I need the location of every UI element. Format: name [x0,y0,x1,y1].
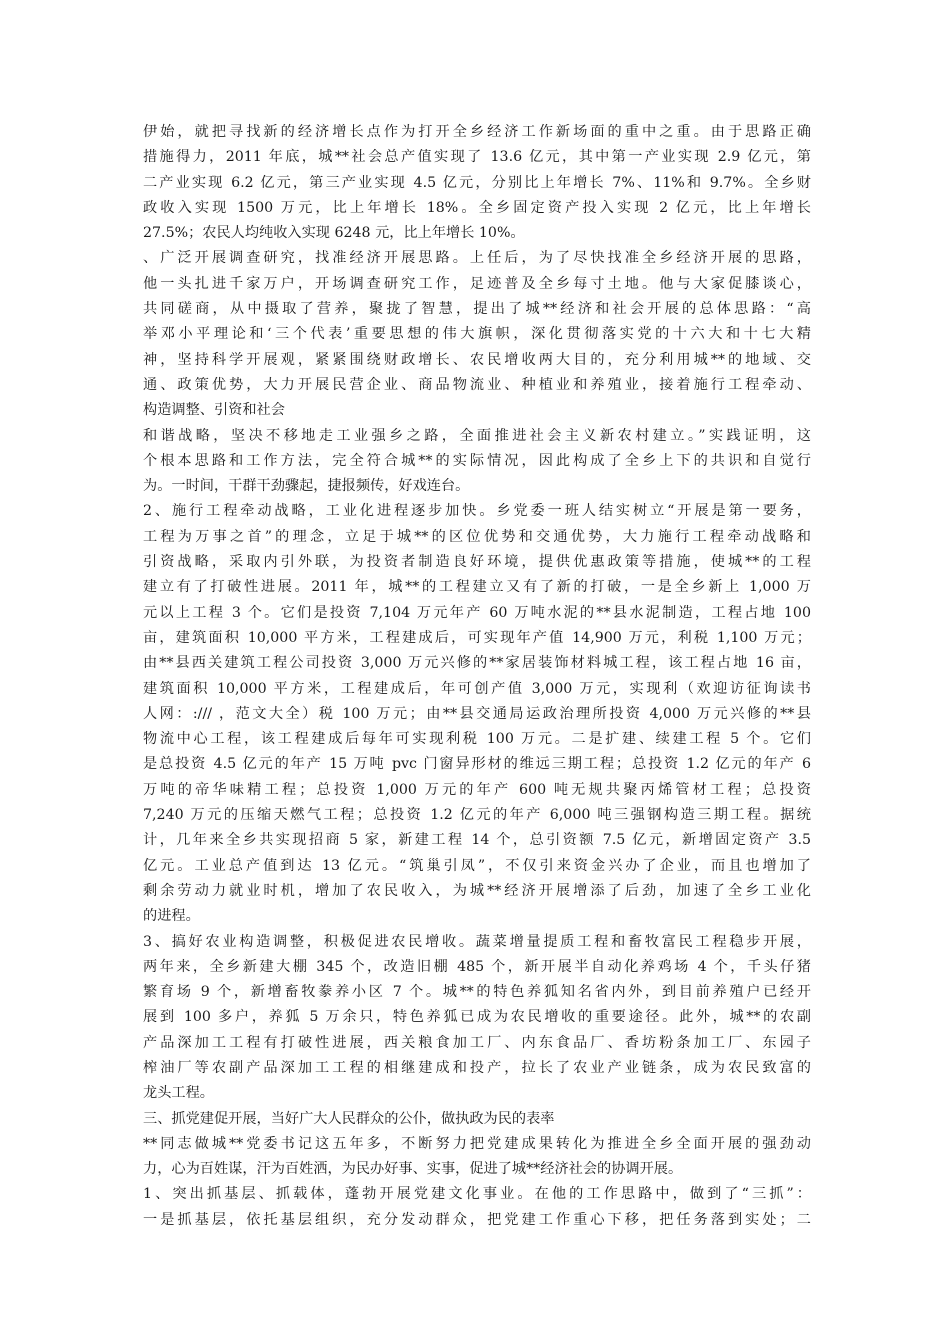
text-line: 工程为万事之首”的理念，立足于城**的区位优势和交通优势，大力施行工程牵动战略和 [143,528,811,545]
text-line: 共同磋商，从中摄取了营养，聚拢了智慧，提出了城**经济和社会开展的总体思路：“高 [143,301,811,318]
text-line: 亿元。工业总产值到达 13 亿元。“筑巢引凤”，不仅引来资金兴办了企业，而且也增加了 [143,857,811,874]
text-line: 他一头扎进千家万户，开场调查研究工作，足迹普及全乡每寸土地。他与大家促膝谈心， [143,275,811,292]
text-line: 二产业实现 6.2 亿元，第三产业实现 4.5 亿元，分别比上年增长 7%、11%和 9.7%。全乡财 [143,174,811,191]
text-line: 力，心为百姓谋，汗为百姓洒，为民办好事、实事，促进了城**经济社会的协调开展。 [143,1161,683,1178]
text-line: 伊始，就把寻找新的经济增长点作为打开全乡经济工作新场面的重中之重。由于思路正确 [143,124,811,140]
text-line: 举邓小平理论和‘三个代表’重要思想的伟大旗帜，深化贯彻落实党的十六大和十七大精 [143,326,811,343]
text-line: 7,240 万元的压缩天燃气工程；总投资 1.2 亿元的年产 6,000 吨三强钢构造三期工程。据统 [143,807,811,824]
text-line: 措施得力，2011 年底，城**社会总产值实现了 13.6 亿元，其中第一产业实现 2.9 亿元，第 [143,149,811,166]
text-line: 产品深加工工程有打破性进展，西关粮食加工厂、内东食品厂、香坊粉条加工厂、东园子 [143,1034,811,1051]
text-line: 剩余劳动力就业时机，增加了农民收入，为城**经济开展增添了后劲，加速了全乡工业化 [143,882,811,899]
text-line: 繁育场 9 个，新增畜牧豢养小区 7 个。城**的特色养狐知名省内外，到目前养殖户已经开 [143,984,811,1001]
document-body [143,120,811,1233]
text-line: 构造调整、引资和社会 [143,402,285,419]
text-line: 万吨的帝华味精工程；总投资 1,000 万元的年产 600 吨无规共聚丙烯管材工程；总投资 [143,781,811,798]
text-line: 27.5%；农民人均纯收入实现 6248 元，比上年增长 10%。 [143,225,525,242]
text-line: 3、搞好农业构造调整，积极促进农民增收。蔬菜增量提质工程和畜牧富民工程稳步开展， [143,933,811,950]
text-line: 由**县西关建筑工程公司投资 3,000 万元兴修的**家居装饰材料城工程，该工程占地 16 亩， [143,655,811,672]
text-line: 神，坚持科学开展观，紧紧围绕财政增长、农民增收两大目的，充分利用城**的地域、交 [143,351,811,368]
text-line: 元以上工程 3 个。它们是投资 7,104 万元年产 60 万吨水泥的**县水泥制造，工程占地 100 [143,604,811,621]
text-line: 2、施行工程牵动战略，工业化进程逐步加快。乡党委一班人结实树立“开展是第一要务， [143,503,811,520]
text-line: 亩，建筑面积 10,000 平方米，工程建成后，可实现年产值 14,900 万元，利税 1,100 万元； [143,629,811,646]
text-line: 物流中心工程，该工程建成后每年可实现利税 100 万元。二是扩建、续建工程 5 个。它们 [143,731,811,748]
text-line: 1、突出抓基层、抓载体，蓬勃开展党建文化事业。在他的工作思路中，做到了“三抓”： [143,1186,811,1203]
text-line: 是总投资 4.5 亿元的年产 15 万吨 pvc 门窗异形材的维远三期工程；总投资 1.2 亿元的年产 6 [143,756,811,773]
text-line: 个根本思路和工作方法，完全符合城**的实际情况，因此构成了全乡上下的共识和自觉行 [143,452,811,469]
text-line: **同志做城**党委书记这五年多，不断努力把党建成果转化为推进全乡全面开展的强劲动 [143,1135,811,1152]
text-line: 榨油厂等农副产品深加工工程的相继建成和投产，拉长了农业产业链条，成为农民致富的 [143,1059,811,1076]
text-line: 和谐战略，坚决不移地走工业强乡之路，全面推进社会主义新农村建立。”实践证明，这 [143,427,811,444]
text-line: 一是抓基层，依托基层组织，充分发动群众，把党建工作重心下移，把任务落到实处；二 [143,1211,811,1228]
text-line: 为。一时间，干群干劲骤起，捷报频传，好戏连台。 [143,478,470,495]
text-line: 、广泛开展调查研究，找准经济开展思路。上任后，为了尽快找准全乡经济开展的思路， [143,250,811,267]
text-line: 通、政策优势，大力开展民营企业、商品物流业、种植业和养殖业，接着施行工程牵动、 [143,376,811,393]
text-line: 政收入实现 1500 万元，比上年增长 18%。全乡固定资产投入实现 2 亿元，比上年增长 [143,199,811,216]
text-line: 人网：:/// ，范文大全）税 100 万元；由**县交通局运政治理所投资 4,000 万元兴修的**县 [143,705,811,722]
text-line: 计，几年来全乡共实现招商 5 家，新建工程 14 个，总引资额 7.5 亿元，新增固定资产 3.5 [143,832,811,849]
text-line: 建筑面积 10,000 平方米，工程建成后，年可创产值 3,000 万元，实现利（欢迎访征询读书 [143,680,811,697]
text-line: 三、抓党建促开展，当好广大人民群众的公仆，做执政为民的表率 [143,1110,555,1127]
text-line: 引资战略，采取内引外联，为投资者制造良好环境，提供优惠政策等措施，使城**的工程 [143,554,811,571]
text-line: 龙头工程。 [143,1085,214,1102]
text-line: 的进程。 [143,908,200,925]
text-line: 展到 100 多户，养狐 5 万余只，特色养狐已成为农民增收的重要途径。此外，城**的农副 [143,1009,811,1026]
text-line: 两年来，全乡新建大棚 345 个，改造旧棚 485 个，新开展半自动化养鸡场 4 个，千头仔猪 [143,958,811,975]
text-line: 建立有了打破性进展。2011 年，城**的工程建立又有了新的打破，一是全乡新上 1,000 万 [143,579,811,596]
